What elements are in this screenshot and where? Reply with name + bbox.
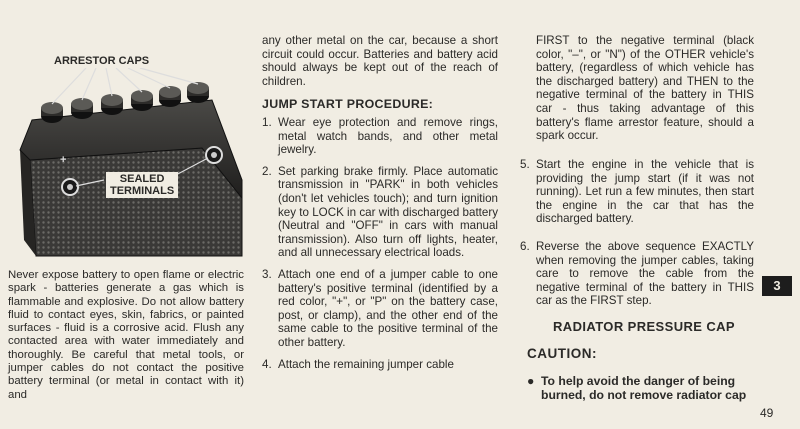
step-number: 4. bbox=[262, 357, 272, 371]
radiator-cap-heading: RADIATOR PRESSURE CAP bbox=[553, 319, 735, 334]
section-tab: 3 bbox=[762, 276, 792, 296]
step-item bbox=[262, 358, 498, 372]
step-text: Attach one end of a jumper cable to one battery's positive terminal (identified by a red color, "+", or "P" on the battery case, post, or clamp), and the other end of the same cable to the positive terminal of the other battery. bbox=[278, 267, 498, 349]
step-number: 5. bbox=[520, 158, 530, 171]
step-number: 1. bbox=[262, 116, 272, 129]
positive-sign: + bbox=[60, 154, 67, 166]
step-text: Start the engine in the vehicle that is providing the jump start (if it was not running). Let run a few minutes, then start the engine in the car that has the discharged battery. bbox=[536, 158, 754, 226]
battery-warning-paragraph: Never expose battery to open flame or electric spark - batteries generate a gas which is flammable and explosive. Do not allow battery fluid to contact eyes, skin, fabrics, or painted surfaces - fluid is a corrosive acid. Flush any contacted area with water immediately and thoroughly. Be careful that metal tools, or jumper cables do not contact the positive battery terminal (or metal in contact with it) and bbox=[8, 269, 244, 401]
page-number: 49 bbox=[760, 406, 774, 420]
bullet-icon: ● bbox=[527, 374, 535, 388]
caution-text: To help avoid the danger of being burned, do not remove radiator cap bbox=[541, 374, 747, 402]
step-number: 2. bbox=[262, 164, 272, 178]
step-item bbox=[520, 240, 754, 308]
step-item bbox=[262, 116, 498, 157]
step-number: 6. bbox=[520, 239, 530, 253]
sealed-terminals-label: SEALED TERMINALS bbox=[106, 172, 178, 198]
step-text: Attach the remaining jumper cable bbox=[278, 357, 454, 371]
step-number: 3. bbox=[262, 267, 272, 281]
caution-item bbox=[527, 375, 762, 403]
step-text: Wear eye protection and remove rings, metal watch bands, and other metal jewelry. bbox=[278, 116, 498, 157]
step-4-continuation: FIRST to the negative terminal (black color, "–", or "N") of the OTHER vehicle's battery, (regardless of which vehicle has the discharged battery) and THEN to the negative terminal of the battery in THIS car - thus taking advantage of this battery's flame arrestor feature, should a spark occur. bbox=[536, 34, 754, 143]
jump-steps-right bbox=[520, 158, 754, 316]
step-text: Reverse the above sequence EXACTLY when removing the jumper cables, taking care to remove the cable from the negative terminal of the battery in THIS car as the FIRST step. bbox=[536, 239, 754, 308]
step-item bbox=[262, 165, 498, 260]
battery-illustration bbox=[6, 30, 250, 262]
jump-start-heading: JUMP START PROCEDURE: bbox=[262, 97, 434, 111]
middle-intro: any other metal on the car, because a short circuit could occur. Batteries and battery acid should always be kept out of the reach of children. bbox=[262, 34, 498, 88]
step-item bbox=[262, 268, 498, 350]
jump-steps-middle bbox=[262, 116, 498, 379]
arrestor-caps-label: ARRESTOR CAPS bbox=[50, 54, 153, 68]
step-item bbox=[520, 158, 754, 226]
step-text: Set parking brake firmly. Place automatic transmission in "PARK" in both vehicles (don't let vehicles touch); and turn ignition key to LOCK in car with discharged battery (Neutral and "OFF" in cars with manual transmission). Also turn off lights, heater, and all unnecessary electrical loads. bbox=[278, 164, 498, 260]
caution-heading: CAUTION: bbox=[527, 346, 597, 361]
